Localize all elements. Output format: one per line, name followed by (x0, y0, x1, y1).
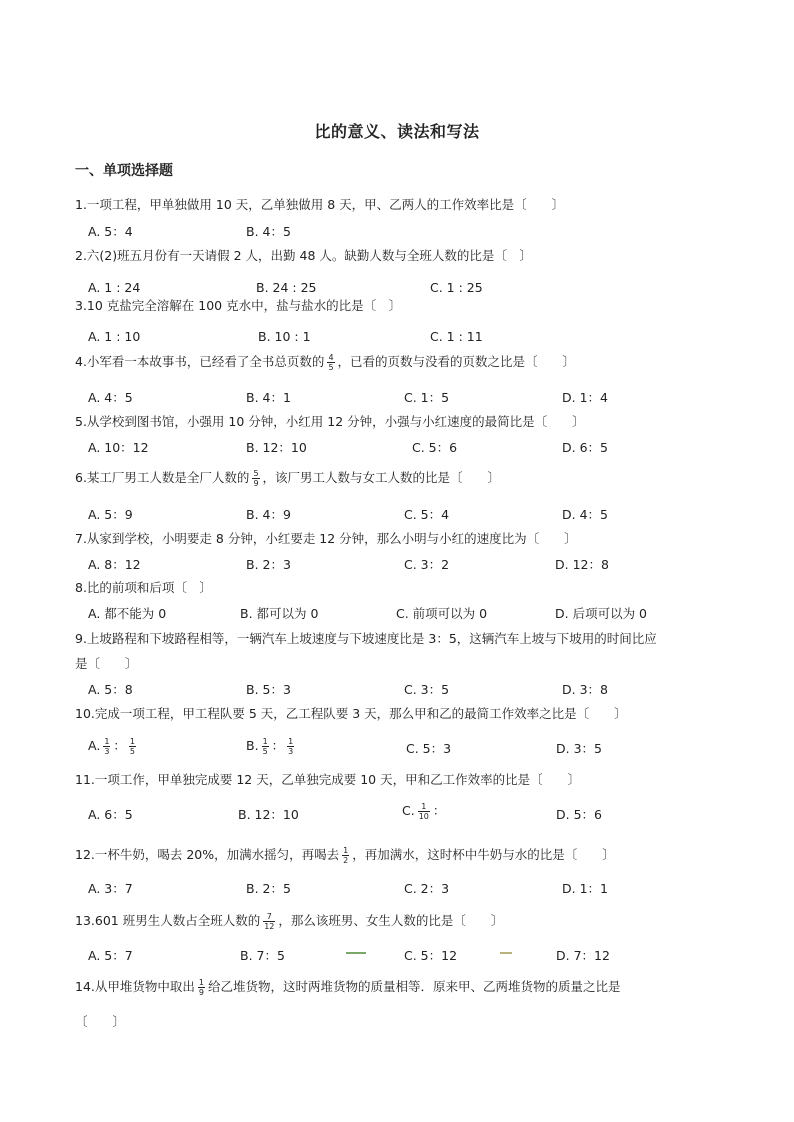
scan-artifact (500, 952, 512, 954)
option-8a[interactable]: A. 都不能为 0 (88, 606, 167, 621)
option-3a[interactable]: A. 1 : 10 (88, 329, 141, 344)
fraction: $\frac{1}{9}$ (198, 978, 204, 997)
option-10d[interactable]: D. 3：5 (556, 741, 602, 756)
question-14-line-2: 〔 〕 (75, 1014, 126, 1029)
fraction: $\frac{7}{12}$ (264, 912, 275, 931)
question-8: 8.比的前项和后项〔 〕 (75, 580, 212, 595)
question-6-text: 6.某工厂男工人数是全厂人数的 (75, 470, 250, 485)
option-11a[interactable]: A. 6：5 (88, 807, 133, 822)
question-6 (75, 468, 500, 488)
option-7a[interactable]: A. 8：12 (88, 557, 141, 572)
question-12 (75, 845, 615, 865)
option-9c[interactable]: C. 3：5 (404, 682, 450, 697)
question-2: 2.六(2)班五月份有一天请假 2 人，出勤 48 人。缺勤人数与全班人数的比是〔 〕 (75, 248, 532, 263)
option-5d[interactable]: D. 6：5 (562, 440, 608, 455)
question-6-text-end: ，该厂男工人数与女工人数的比是〔 〕 (262, 470, 501, 485)
option-6b[interactable]: B. 4：9 (246, 507, 291, 522)
question-3: 3.10 克盐完全溶解在 100 克水中，盐与盐水的比是〔 〕 (75, 298, 402, 313)
scan-artifact (346, 952, 366, 954)
option-4a[interactable]: A. 4：5 (88, 390, 133, 405)
option-6d[interactable]: D. 4：5 (562, 507, 608, 522)
page-title: 比的意义、读法和写法 (314, 122, 480, 141)
option-13c[interactable]: C. 5：12 (404, 948, 458, 963)
question-12-text: 12.一杯牛奶，喝去 20%，加满水摇匀，再喝去 (75, 847, 340, 862)
option-3c[interactable]: C. 1 : 11 (430, 329, 483, 344)
question-7: 7.从家到学校，小明要走 8 分钟，小红要走 12 分钟，那么小明与小红的速度比为〔 〕 (75, 531, 577, 546)
option-7b[interactable]: B. 2：3 (246, 557, 291, 572)
option-5b[interactable]: B. 12：10 (246, 440, 307, 455)
option-12a[interactable]: A. 3：7 (88, 881, 133, 896)
option-8b[interactable]: B. 都可以为 0 (240, 606, 319, 621)
option-11b[interactable]: B. 12：10 (238, 807, 299, 822)
option-2a[interactable]: A. 1 : 24 (88, 280, 141, 295)
option-2b[interactable]: B. 24 : 25 (256, 280, 317, 295)
option-11c[interactable]: C. $\frac{1}{10}$ ： (402, 802, 446, 821)
question-14 (75, 977, 621, 997)
option-13a[interactable]: A. 5：7 (88, 948, 133, 963)
question-14-text-end: 给乙堆货物，这时两堆货物的质量相等．原来甲、乙两堆货物的质量之比是 (207, 979, 621, 994)
section-title: 一、单项选择题 (75, 163, 173, 179)
question-4 (75, 352, 575, 372)
question-4-text-end: ，已看的页数与没看的页数之比是〔 〕 (337, 354, 576, 369)
option-11d[interactable]: D. 5：6 (556, 807, 602, 822)
option-10a[interactable]: A. $\frac{1}{3}$ ： $\frac{1}{5}$ (88, 737, 136, 756)
question-10: 10.完成一项工程，甲工程队要 5 天，乙工程队要 3 天，那么甲和乙的最简工作效率之比是〔 〕 (75, 706, 627, 721)
option-6c[interactable]: C. 5：4 (404, 507, 450, 522)
question-4-text: 4.小军看一本故事书，已经看了全书总页数的 (75, 354, 325, 369)
option-12d[interactable]: D. 1：1 (562, 881, 608, 896)
option-3b[interactable]: B. 10 : 1 (258, 329, 311, 344)
option-7d[interactable]: D. 12：8 (555, 557, 609, 572)
question-13 (75, 911, 503, 931)
question-5: 5.从学校到图书馆，小强用 10 分钟，小红用 12 分钟，小强与小红速度的最简比是〔 〕 (75, 414, 585, 429)
question-14-text: 14.从甲堆货物中取出 (75, 979, 195, 994)
question-13-text: 13.601 班男生人数占全班人数的 (75, 913, 261, 928)
option-6a[interactable]: A. 5：9 (88, 507, 133, 522)
option-1b[interactable]: B. 4：5 (246, 224, 291, 239)
question-11: 11.一项工作，甲单独完成要 12 天，乙单独完成要 10 天，甲和乙工作效率的比是〔 〕 (75, 772, 581, 787)
option-1a[interactable]: A. 5：4 (88, 224, 133, 239)
option-4c[interactable]: C. 1：5 (404, 390, 450, 405)
option-12b[interactable]: B. 2：5 (246, 881, 291, 896)
option-10b[interactable]: B. $\frac{1}{5}$ ： $\frac{1}{3}$ (246, 737, 294, 756)
option-8d[interactable]: D. 后项可以为 0 (555, 606, 647, 621)
option-13d[interactable]: D. 7：12 (556, 948, 610, 963)
option-5a[interactable]: A. 10：12 (88, 440, 149, 455)
fraction: $\frac{5}{9}$ (253, 469, 259, 488)
question-9-line-2: 是〔 〕 (75, 656, 138, 671)
option-9a[interactable]: A. 5：8 (88, 682, 133, 697)
option-5c[interactable]: C. 5：6 (412, 440, 458, 455)
option-4d[interactable]: D. 1：4 (562, 390, 608, 405)
option-10c[interactable]: C. 5：3 (406, 741, 452, 756)
option-12c[interactable]: C. 2：3 (404, 881, 450, 896)
option-7c[interactable]: C. 3：2 (404, 557, 450, 572)
option-2c[interactable]: C. 1 : 25 (430, 280, 483, 295)
fraction: $\frac{4}{5}$ (328, 353, 334, 372)
option-9d[interactable]: D. 3：8 (562, 682, 608, 697)
option-8c[interactable]: C. 前项可以为 0 (396, 606, 488, 621)
question-13-text-end: ，那么该班男、女生人数的比是〔 〕 (278, 913, 504, 928)
question-9-line-1: 9.上坡路程和下坡路程相等，一辆汽车上坡速度与下坡速度比是 3：5，这辆汽车上坡与下坡用的时间比应 (75, 631, 657, 646)
question-1: 1.一项工程，甲单独做用 10 天，乙单独做用 8 天，甲、乙两人的工作效率比是〔 〕 (75, 197, 565, 212)
option-9b[interactable]: B. 5：3 (246, 682, 291, 697)
option-4b[interactable]: B. 4：1 (246, 390, 291, 405)
fraction: $\frac{1}{2}$ (343, 846, 349, 865)
question-12-text-end: ，再加满水，这时杯中牛奶与水的比是〔 〕 (352, 847, 615, 862)
option-13b[interactable]: B. 7：5 (240, 948, 285, 963)
